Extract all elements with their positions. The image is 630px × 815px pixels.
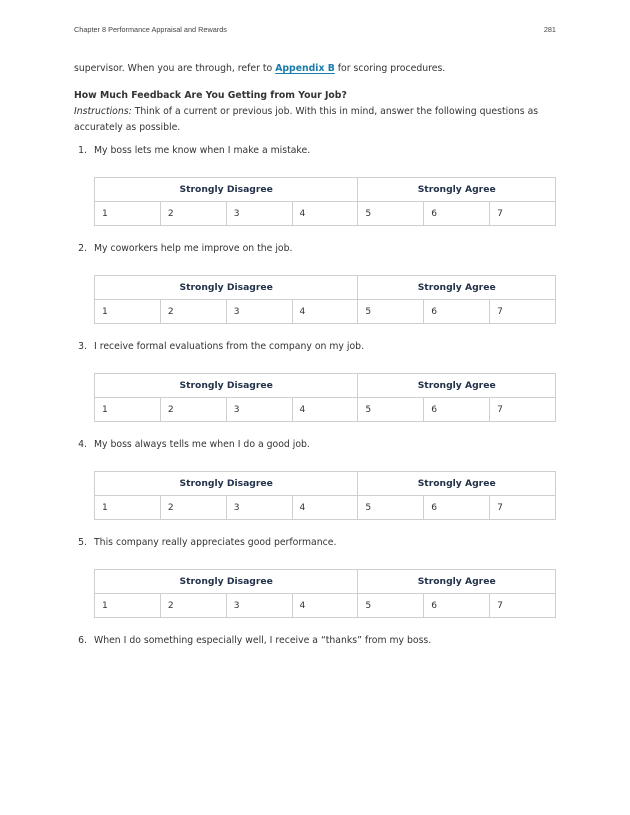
scale-header-row <box>95 374 556 398</box>
appendix-b-link[interactable]: Appendix B <box>275 63 335 74</box>
scale-point[interactable]: 2 <box>160 398 226 422</box>
scale-point[interactable]: 3 <box>226 202 292 226</box>
scale-point[interactable]: 7 <box>490 202 556 226</box>
scale-point[interactable]: 2 <box>160 496 226 520</box>
scale-point[interactable]: 1 <box>95 496 161 520</box>
rating-scale-table <box>94 275 556 324</box>
question-number: 4. <box>78 439 87 450</box>
scale-header-row <box>95 178 556 202</box>
instructions-label: Instructions: <box>74 106 132 117</box>
question-text: This company really appreciates good performance. <box>94 537 337 548</box>
scale-values-row <box>95 398 556 422</box>
strongly-disagree-header: Strongly Disagree <box>95 472 358 496</box>
strongly-agree-header: Strongly Agree <box>358 178 556 202</box>
instructions-paragraph <box>74 104 556 136</box>
scale-point[interactable]: 5 <box>358 496 424 520</box>
scale-point[interactable]: 7 <box>490 398 556 422</box>
strongly-agree-header: Strongly Agree <box>358 276 556 300</box>
question-text: My boss lets me know when I make a mistake. <box>94 145 311 156</box>
question-item <box>74 143 556 159</box>
scale-values-row <box>95 202 556 226</box>
scale-point[interactable]: 5 <box>358 300 424 324</box>
question-text: When I do something especially well, I receive a “thanks” from my boss. <box>94 635 432 646</box>
scale-header-row <box>95 276 556 300</box>
scale-point[interactable]: 3 <box>226 398 292 422</box>
strongly-agree-header: Strongly Agree <box>358 570 556 594</box>
page-content <box>74 61 556 649</box>
scale-point[interactable]: 5 <box>358 398 424 422</box>
lead-text-after: for scoring procedures. <box>334 63 446 74</box>
lead-text-before: supervisor. When you are through, refer to <box>74 63 276 74</box>
strongly-disagree-header: Strongly Disagree <box>95 374 358 398</box>
question-number: 2. <box>78 243 87 254</box>
question-number: 6. <box>78 635 87 646</box>
scale-point[interactable]: 4 <box>292 300 358 324</box>
scale-point[interactable]: 1 <box>95 398 161 422</box>
scale-point[interactable]: 1 <box>95 594 161 618</box>
scale-point[interactable]: 7 <box>490 594 556 618</box>
section-heading: How Much Feedback Are You Getting from Your Job? <box>74 90 347 101</box>
scale-point[interactable]: 7 <box>490 300 556 324</box>
strongly-agree-header: Strongly Agree <box>358 472 556 496</box>
lead-paragraph <box>74 61 556 77</box>
scale-point[interactable]: 4 <box>292 398 358 422</box>
scale-values-row <box>95 594 556 618</box>
scale-point[interactable]: 6 <box>424 398 490 422</box>
rating-scale-table <box>94 177 556 226</box>
scale-header-row <box>95 570 556 594</box>
scale-point[interactable]: 5 <box>358 594 424 618</box>
scale-point[interactable]: 6 <box>424 594 490 618</box>
question-text: My coworkers help me improve on the job. <box>94 243 293 254</box>
question-text: My boss always tells me when I do a good job. <box>94 439 310 450</box>
rating-scale-table <box>94 569 556 618</box>
strongly-disagree-header: Strongly Disagree <box>95 276 358 300</box>
scale-point[interactable]: 4 <box>292 496 358 520</box>
question-item <box>74 437 556 453</box>
question-number: 5. <box>78 537 87 548</box>
scale-point[interactable]: 3 <box>226 496 292 520</box>
question-item <box>74 535 556 551</box>
scale-point[interactable]: 6 <box>424 202 490 226</box>
strongly-disagree-header: Strongly Disagree <box>95 178 358 202</box>
question-item <box>74 339 556 355</box>
scale-point[interactable]: 2 <box>160 300 226 324</box>
scale-header-row <box>95 472 556 496</box>
strongly-disagree-header: Strongly Disagree <box>95 570 358 594</box>
scale-point[interactable]: 2 <box>160 594 226 618</box>
scale-point[interactable]: 4 <box>292 594 358 618</box>
instructions-text: Think of a current or previous job. With this in mind, answer the following questions as accurately as possible. <box>74 106 539 133</box>
scale-values-row <box>95 496 556 520</box>
scale-point[interactable]: 2 <box>160 202 226 226</box>
question-item <box>74 241 556 257</box>
question-number: 1. <box>78 145 87 156</box>
question-number: 3. <box>78 341 87 352</box>
scale-point[interactable]: 3 <box>226 594 292 618</box>
question-list <box>74 143 556 649</box>
scale-point[interactable]: 7 <box>490 496 556 520</box>
chapter-title: Chapter 8 Performance Appraisal and Rewards <box>74 25 227 34</box>
scale-point[interactable]: 3 <box>226 300 292 324</box>
rating-scale-table <box>94 373 556 422</box>
rating-scale-table <box>94 471 556 520</box>
running-head <box>74 25 556 37</box>
scale-point[interactable]: 5 <box>358 202 424 226</box>
page-number: 281 <box>543 25 556 34</box>
strongly-agree-header: Strongly Agree <box>358 374 556 398</box>
scale-values-row <box>95 300 556 324</box>
scale-point[interactable]: 6 <box>424 496 490 520</box>
scale-point[interactable]: 1 <box>95 202 161 226</box>
scale-point[interactable]: 6 <box>424 300 490 324</box>
question-text: I receive formal evaluations from the company on my job. <box>94 341 365 352</box>
scale-point[interactable]: 1 <box>95 300 161 324</box>
scale-point[interactable]: 4 <box>292 202 358 226</box>
question-item <box>74 633 556 649</box>
